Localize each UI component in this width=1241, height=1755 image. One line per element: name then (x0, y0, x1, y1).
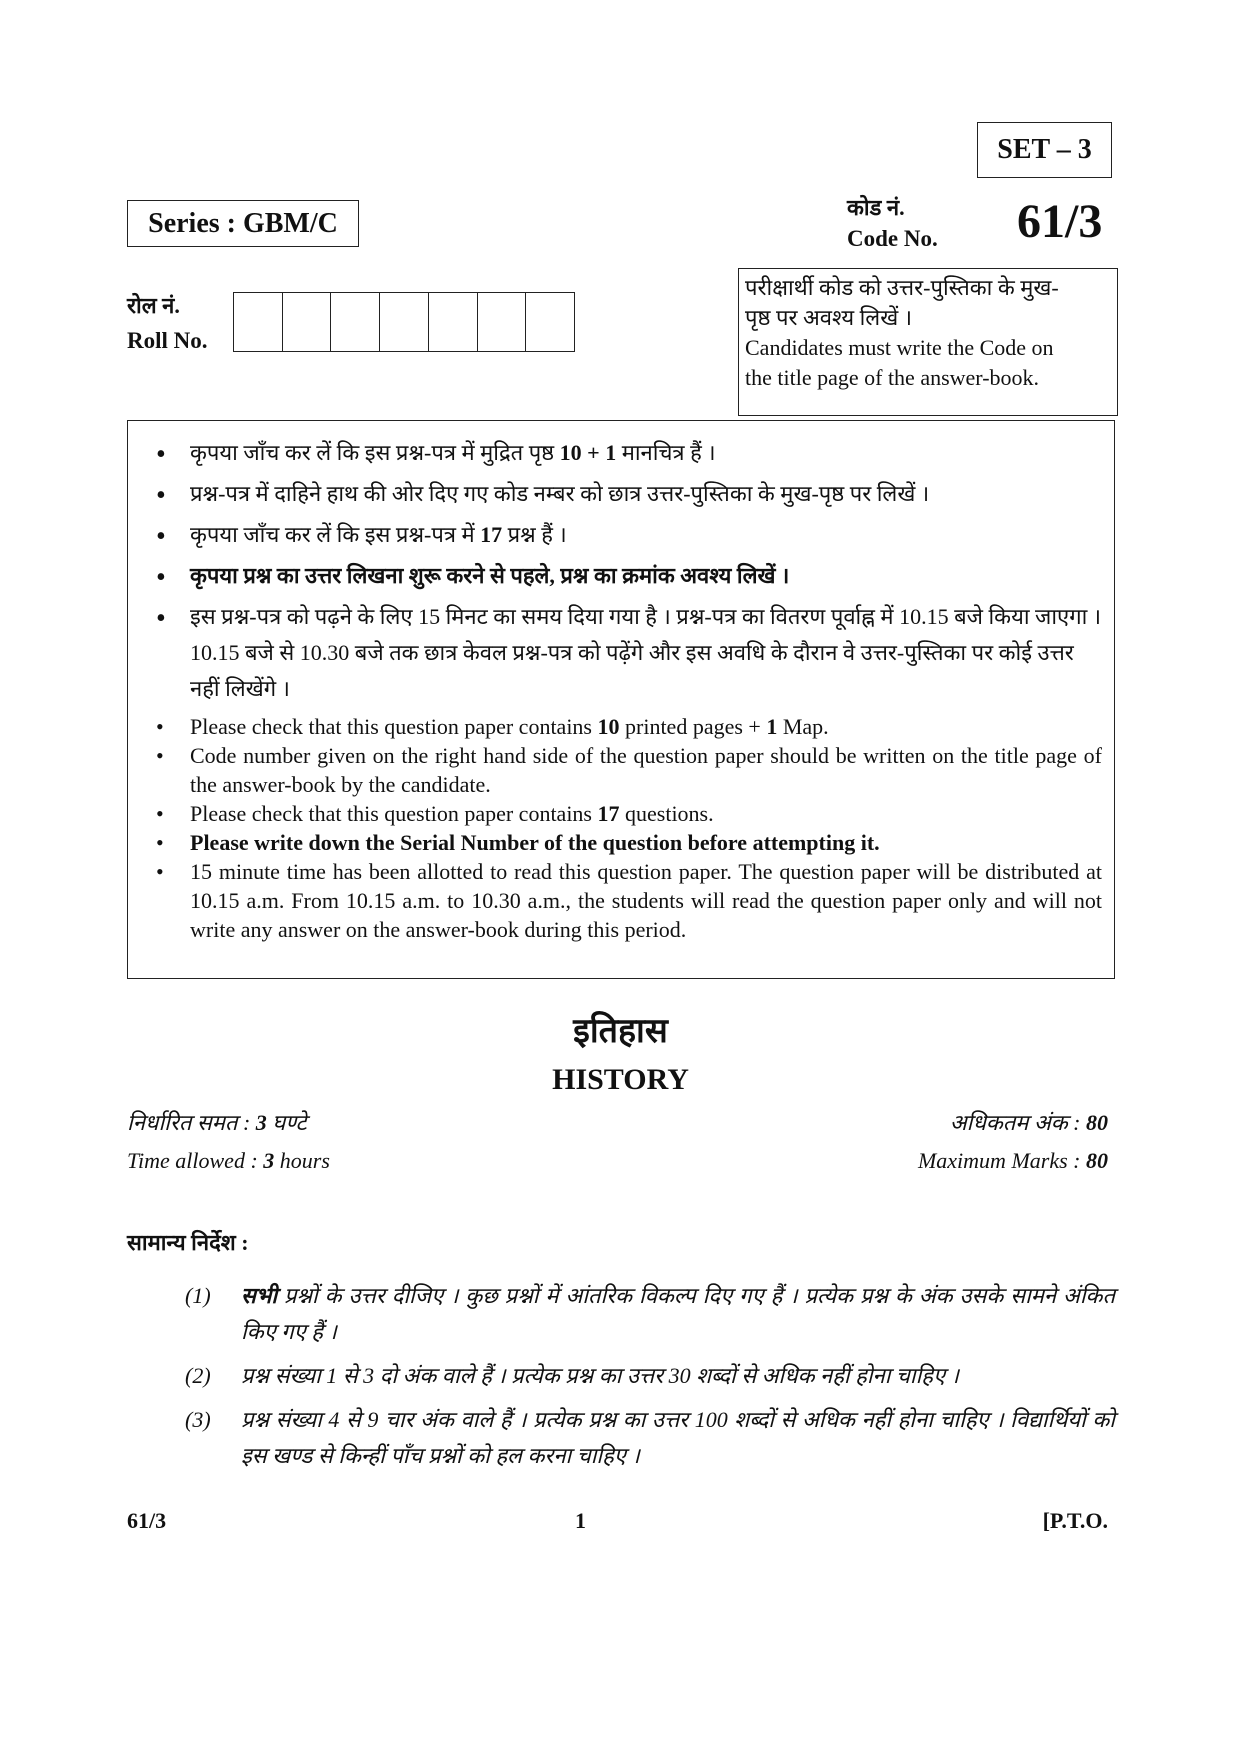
roll-number-grid (233, 292, 575, 352)
candidate-note-box (738, 268, 1118, 416)
instruction-english-item: • Please write down the Serial Number of the question before attempting it. (128, 828, 1102, 857)
candidate-note-hindi-line2: पृष्ठ पर अवश्य लिखें । (745, 305, 913, 330)
roll-label-hindi: रोल नं. (127, 293, 180, 318)
general-instruction-number: (1) (185, 1283, 211, 1308)
roll-label-english: Roll No. (127, 328, 208, 353)
instruction-hindi-item: • प्रश्न-पत्र में दाहिने हाथ की ओर दिए गए कोड नम्बर को छात्र उत्तर-पुस्तिका के मुख-पृष्ठ पर लिखें । (128, 476, 1102, 512)
instruction-english-item: • 15 minute time has been allotted to read this question paper. The question paper will be distributed at 10.15 a.m. From 10.15 a.m. to 10.30 a.m., the students will read the question paper only and will not write any answer on the answer-book during this period. (128, 857, 1102, 944)
roll-digit-box[interactable] (526, 293, 574, 351)
instruction-hindi-item: • कृपया जाँच कर लें कि इस प्रश्न-पत्र में 17 प्रश्न हैं । (128, 517, 1102, 553)
footer-code: 61/3 (127, 1508, 167, 1533)
instruction-english-item: • Please check that this question paper contains 17 questions. (128, 799, 1102, 828)
general-instruction-item: (3) प्रश्न संख्या 4 से 9 चार अंक वाले हैं । प्रत्येक प्रश्न का उत्तर 100 शब्दों से अधिक नहीं होना चाहिए । विद्यार्थियों को इस खण्ड से किन्हीं पाँच प्रश्नों को हल करना चाहिए । (185, 1402, 1115, 1474)
code-label-english: Code No. (847, 226, 938, 251)
instructions-box (127, 420, 1115, 979)
code-label-hindi: कोड नं. (847, 195, 905, 220)
general-instructions-heading: सामान्य निर्देश : (127, 1230, 249, 1255)
roll-digit-box[interactable] (283, 293, 332, 351)
max-marks-english: Maximum Marks : 80 (917, 1148, 1108, 1173)
roll-digit-box[interactable] (380, 293, 429, 351)
roll-digit-box[interactable] (234, 293, 283, 351)
instruction-english-item: • Please check that this question paper contains 10 printed pages + 1 Map. (128, 712, 1102, 741)
instructions-english-list (128, 712, 1102, 944)
candidate-note-english-line2: the title page of the answer-book. (745, 365, 1040, 390)
candidate-note-english-line1: Candidates must write the Code on (745, 335, 1054, 360)
instructions-hindi-list (128, 435, 1102, 707)
roll-digit-box[interactable] (429, 293, 478, 351)
general-instruction-item: (1) सभी प्रश्नों के उत्तर दीजिए । कुछ प्रश्नों में आंतरिक विकल्प दिए गए हैं । प्रत्येक प्रश्न के अंक उसके सामने अंकित किए गए हैं । (185, 1278, 1115, 1350)
candidate-note-hindi-line1: परीक्षार्थी कोड को उत्तर-पुस्तिका के मुख- (745, 275, 1059, 300)
max-marks-hindi: अधिकतम अंक : 80 (949, 1110, 1108, 1135)
time-allowed-english: Time allowed : 3 hours (127, 1148, 330, 1173)
footer-page-number: 1 (575, 1508, 586, 1533)
general-instruction-item: (2) प्रश्न संख्या 1 से 3 दो अंक वाले हैं । प्रत्येक प्रश्न का उत्तर 30 शब्दों से अधिक नहीं होना चाहिए । (185, 1358, 1115, 1394)
general-instructions-list (185, 1278, 1115, 1482)
roll-digit-box[interactable] (331, 293, 380, 351)
code-value: 61/3 (1017, 195, 1103, 248)
instruction-hindi-item: • कृपया जाँच कर लें कि इस प्रश्न-पत्र में मुद्रित पृष्ठ 10 + 1 मानचित्र हैं । (128, 435, 1102, 471)
set-label: SET – 3 (977, 122, 1112, 178)
subject-title-english: HISTORY (552, 1063, 689, 1096)
series-label: Series : GBM/C (127, 200, 359, 247)
time-allowed-hindi: निर्धारित समत : 3 घण्टे (127, 1110, 307, 1135)
footer-pto: [P.T.O. (1042, 1508, 1108, 1533)
instruction-english-item: • Code number given on the right hand side of the question paper should be written on the title page of the answer-book by the candidate. (128, 741, 1102, 799)
instruction-hindi-item: • इस प्रश्न-पत्र को पढ़ने के लिए 15 मिनट का समय दिया गया है । प्रश्न-पत्र का वितरण पूर्वाह्न में 10.15 बजे किया जाएगा । 10.15 बजे से 10.30 बजे तक छात्र केवल प्रश्न-पत्र को पढ़ेंगे और इस अवधि के दौरान वे उत्तर-पुस्तिका पर कोई उत्तर नहीं लिखेंगे । (128, 599, 1102, 707)
roll-digit-box[interactable] (478, 293, 527, 351)
subject-title-hindi: इतिहास (573, 1013, 668, 1050)
general-instruction-number: (3) (185, 1407, 211, 1432)
instruction-hindi-item: • कृपया प्रश्न का उत्तर लिखना शुरू करने से पहले, प्रश्न का क्रमांक अवश्य लिखें । (128, 558, 1102, 594)
general-instruction-number: (2) (185, 1363, 211, 1388)
